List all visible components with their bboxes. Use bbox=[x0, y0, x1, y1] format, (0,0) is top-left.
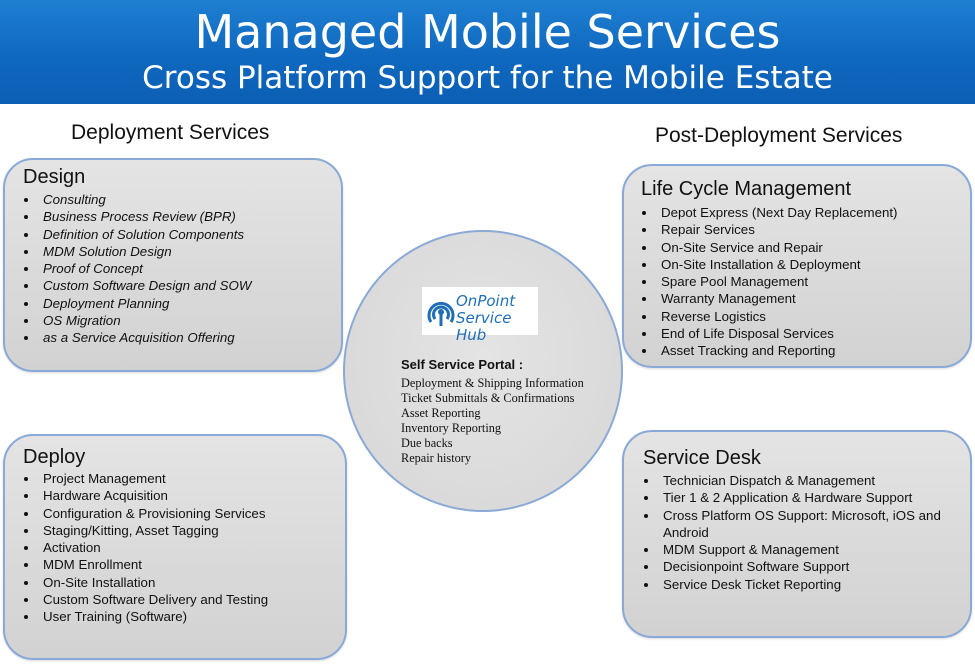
portal-list-item: Repair history bbox=[401, 451, 472, 465]
deploy-list-item: Hardware Acquisition bbox=[21, 487, 268, 504]
header-banner bbox=[0, 0, 975, 104]
service-desk-list-item: Tier 1 & 2 Application & Hardware Support bbox=[641, 489, 969, 506]
design-list-item: Proof of Concept bbox=[21, 260, 251, 277]
deployment-services-heading: Deployment Services bbox=[71, 121, 270, 144]
portal-list bbox=[401, 376, 584, 466]
post-deployment-services-heading: Post-Deployment Services bbox=[655, 124, 903, 147]
logo-text bbox=[456, 293, 538, 344]
deploy-list-item: Activation bbox=[21, 539, 268, 556]
lifecycle-list-item: End of Life Disposal Services bbox=[639, 325, 897, 342]
service-desk-list-item: Service Desk Ticket Reporting bbox=[641, 576, 969, 593]
design-list-item: Business Process Review (BPR) bbox=[21, 208, 251, 225]
portal-list-item: Ticket Submittals & Confirmations bbox=[401, 391, 575, 405]
service-desk-list bbox=[641, 472, 969, 593]
service-desk-list-item: Technician Dispatch & Management bbox=[641, 472, 969, 489]
deploy-list-item: Staging/Kitting, Asset Tagging bbox=[21, 522, 268, 539]
service-desk-list-item: MDM Support & Management bbox=[641, 541, 969, 558]
page-subtitle: Cross Platform Support for the Mobile Estate bbox=[142, 60, 833, 96]
deploy-list-item: MDM Enrollment bbox=[21, 556, 268, 573]
design-list-item: Custom Software Design and SOW bbox=[21, 277, 251, 294]
design-list-item: Consulting bbox=[21, 191, 251, 208]
lifecycle-list-item: Depot Express (Next Day Replacement) bbox=[639, 204, 897, 221]
deploy-list-item: Configuration & Provisioning Services bbox=[21, 505, 268, 522]
design-list-item: OS Migration bbox=[21, 312, 251, 329]
service-desk-title: Service Desk bbox=[643, 447, 761, 469]
service-desk-list-item: Cross Platform OS Support: Microsoft, iOS and Android bbox=[641, 507, 969, 542]
lifecycle-list-item: Spare Pool Management bbox=[639, 273, 897, 290]
lifecycle-list bbox=[639, 204, 897, 360]
deploy-list-item: On-Site Installation bbox=[21, 574, 268, 591]
lifecycle-list-item: Warranty Management bbox=[639, 290, 897, 307]
portal-list-item: Inventory Reporting bbox=[401, 421, 502, 435]
design-list-item: as a Service Acquisition Offering bbox=[21, 329, 251, 346]
logo-text-line2: Service Hub bbox=[456, 309, 512, 344]
lifecycle-list-item: Asset Tracking and Reporting bbox=[639, 342, 897, 359]
lifecycle-list-item: Repair Services bbox=[639, 221, 897, 238]
portal-list-item: Deployment & Shipping Information bbox=[401, 376, 584, 390]
page-title: Managed Mobile Services bbox=[194, 5, 781, 59]
design-list-item: Deployment Planning bbox=[21, 295, 251, 312]
service-desk-list-item: Decisionpoint Software Support bbox=[641, 558, 969, 575]
design-list bbox=[21, 191, 251, 347]
onpoint-logo bbox=[422, 287, 538, 344]
deploy-list-item: User Training (Software) bbox=[21, 608, 268, 625]
design-title: Design bbox=[23, 166, 86, 188]
lifecycle-list-item: On-Site Installation & Deployment bbox=[639, 256, 897, 273]
design-list-item: MDM Solution Design bbox=[21, 243, 251, 260]
deploy-title: Deploy bbox=[23, 446, 86, 468]
lifecycle-title: Life Cycle Management bbox=[641, 178, 852, 200]
deploy-list-item: Custom Software Delivery and Testing bbox=[21, 591, 268, 608]
design-list-item: Definition of Solution Components bbox=[21, 226, 251, 243]
lifecycle-list-item: Reverse Logistics bbox=[639, 308, 897, 325]
self-service-portal-title: Self Service Portal : bbox=[401, 357, 524, 372]
onpoint-signal-icon bbox=[426, 292, 456, 330]
logo-text-line1: OnPoint bbox=[456, 292, 516, 310]
lifecycle-list-item: On-Site Service and Repair bbox=[639, 239, 897, 256]
portal-list-item: Due backs bbox=[401, 436, 453, 450]
deploy-list-item: Project Management bbox=[21, 470, 268, 487]
portal-list-item: Asset Reporting bbox=[401, 406, 481, 420]
deploy-list bbox=[21, 470, 268, 626]
